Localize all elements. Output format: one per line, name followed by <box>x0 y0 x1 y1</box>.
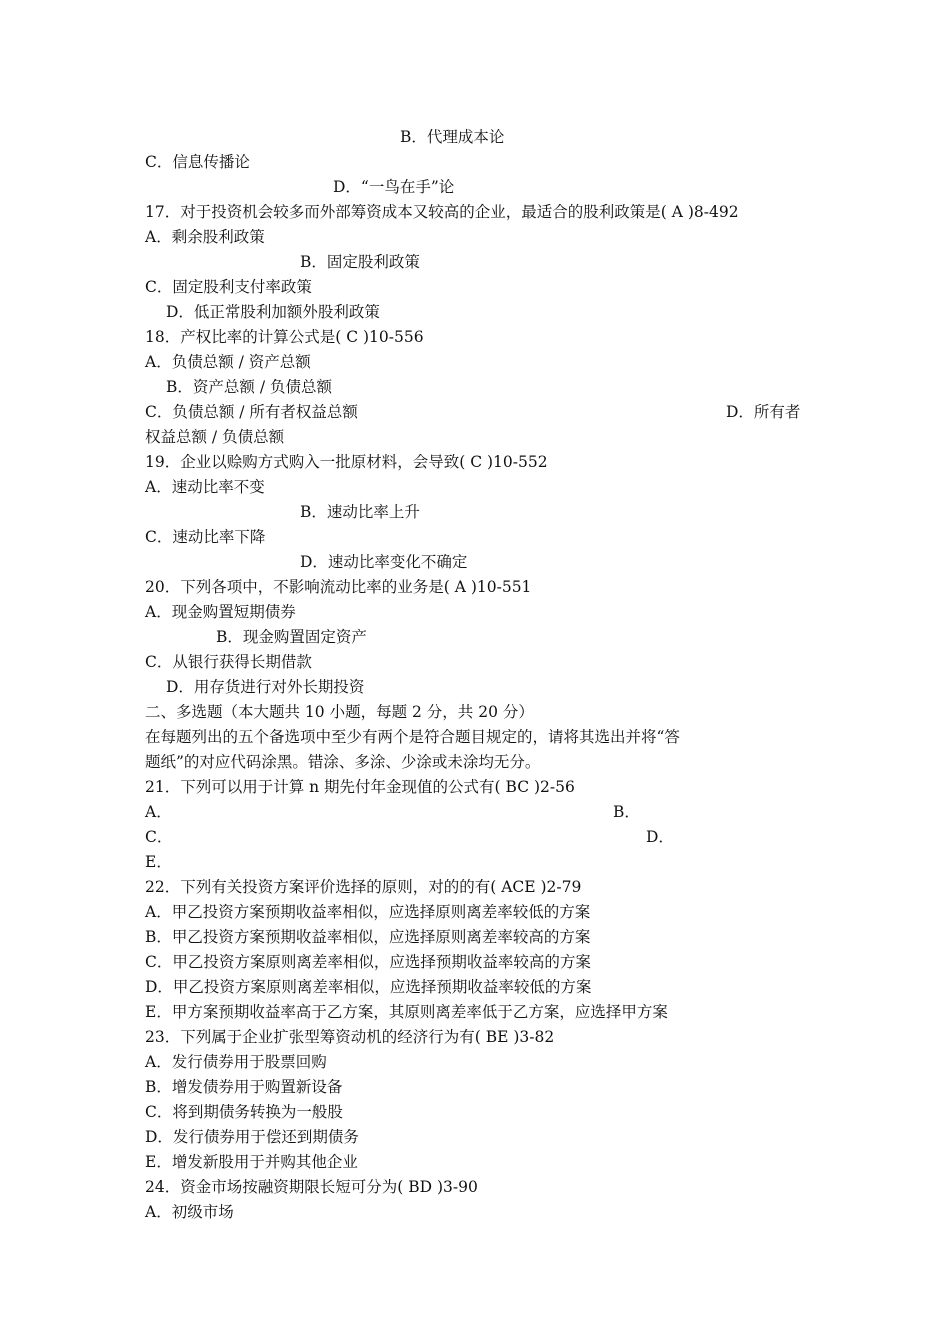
q21-option-a: A． <box>145 803 172 821</box>
q18-option-d: D．所有者 <box>726 403 801 421</box>
question-18: 18．产权比率的计算公式是( C )10-556 <box>145 328 424 346</box>
section-instructions-cont: 题纸”的对应代码涂黑。错涂、多涂、少涂或未涂均无分。 <box>145 753 541 771</box>
q23-option-d: D．发行债券用于偿还到期债务 <box>145 1128 359 1146</box>
q19-option-b: B．速动比率上升 <box>300 503 420 521</box>
question-19: 19．企业以赊购方式购入一批原材料，会导致( C )10-552 <box>145 453 548 471</box>
q20-option-d: D．用存货进行对外长期投资 <box>166 678 365 696</box>
q16-option-c: C．信息传播论 <box>145 153 250 171</box>
q19-option-c: C．速动比率下降 <box>145 528 266 546</box>
q20-option-a: A．现金购置短期债券 <box>145 603 296 621</box>
q24-option-a: A．初级市场 <box>145 1203 234 1221</box>
q21-option-b: B． <box>613 803 640 821</box>
q17-option-a: A．剩余股利政策 <box>145 228 265 246</box>
q22-option-e: E．甲方案预期收益率高于乙方案，其原则离差率低于乙方案，应选择甲方案 <box>145 1003 668 1021</box>
question-21: 21．下列可以用于计算 n 期先付年金现值的公式有( BC )2-56 <box>145 778 575 796</box>
q18-option-d-cont: 权益总额 / 负债总额 <box>145 428 285 446</box>
q23-option-e: E．增发新股用于并购其他企业 <box>145 1153 358 1171</box>
question-24: 24．资金市场按融资期限长短可分为( BD )3-90 <box>145 1178 478 1196</box>
q21-option-c: C． <box>145 828 173 846</box>
q22-option-a: A．甲乙投资方案预期收益率相似，应选择原则离差率较低的方案 <box>145 903 591 921</box>
q18-option-b: B．资产总额 / 负债总额 <box>166 378 332 396</box>
question-20: 20．下列各项中，不影响流动比率的业务是( A )10-551 <box>145 578 532 596</box>
question-22: 22．下列有关投资方案评价选择的原则，对的的有( ACE )2-79 <box>145 878 582 896</box>
section-instructions: 在每题列出的五个备选项中至少有两个是符合题目规定的，请将其选出并将“答 <box>145 728 680 746</box>
q21-option-d: D． <box>646 828 674 846</box>
q21-option-e: E． <box>145 853 172 871</box>
q23-option-a: A．发行债券用于股票回购 <box>145 1053 327 1071</box>
q16-option-d: D．“一鸟在手”论 <box>333 178 455 196</box>
q16-option-b: B．代理成本论 <box>400 128 505 146</box>
q19-option-a: A．速动比率不变 <box>145 478 265 496</box>
q22-option-b: B．甲乙投资方案预期收益率相似，应选择原则离差率较高的方案 <box>145 928 591 946</box>
q19-option-d: D．速动比率变化不确定 <box>300 553 468 571</box>
q22-option-c: C．甲乙投资方案原则离差率相似，应选择预期收益率较高的方案 <box>145 953 591 971</box>
section-heading: 二、多选题（本大题共 10 小题，每题 2 分，共 20 分） <box>145 703 534 721</box>
q20-option-b: B．现金购置固定资产 <box>216 628 367 646</box>
q23-option-b: B．增发债券用于购置新设备 <box>145 1078 343 1096</box>
q20-option-c: C．从银行获得长期借款 <box>145 653 312 671</box>
q18-option-c: C．负债总额 / 所有者权益总额 <box>145 403 358 421</box>
q22-option-d: D．甲乙投资方案原则离差率相似，应选择预期收益率较低的方案 <box>145 978 592 996</box>
question-23: 23．下列属于企业扩张型筹资动机的经济行为有( BE )3-82 <box>145 1028 555 1046</box>
q18-option-a: A．负债总额 / 资产总额 <box>145 353 311 371</box>
q23-option-c: C．将到期债务转换为一般股 <box>145 1103 343 1121</box>
q17-option-b: B．固定股利政策 <box>300 253 420 271</box>
q17-option-d: D．低正常股利加额外股利政策 <box>166 303 380 321</box>
question-17: 17．对于投资机会较多而外部筹资成本又较高的企业，最适合的股利政策是( A )8-492 <box>145 203 739 221</box>
q17-option-c: C．固定股利支付率政策 <box>145 278 312 296</box>
